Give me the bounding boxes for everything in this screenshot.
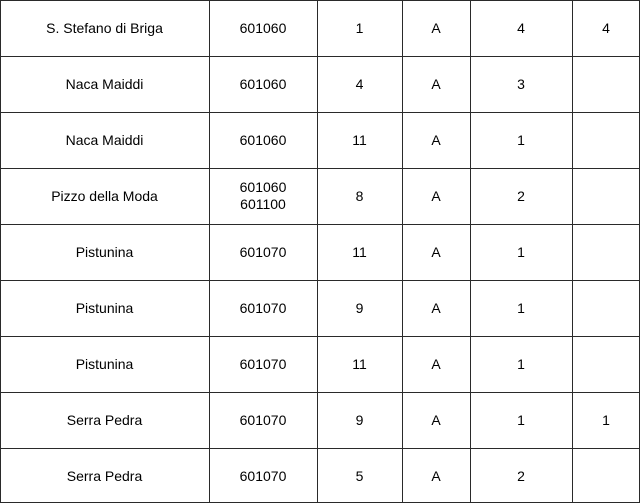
cell-class-text: A <box>431 355 441 372</box>
cell-extra <box>572 336 640 392</box>
cell-value-text: 1 <box>517 131 525 148</box>
cell-value-text: 1 <box>517 243 525 260</box>
cell-number <box>317 392 402 448</box>
table-row <box>0 112 640 168</box>
cell-place-text: Pistunina <box>75 355 134 372</box>
row-divider <box>0 56 640 57</box>
cell-value <box>470 112 572 168</box>
cell-extra-text: 1 <box>602 411 610 428</box>
cell-number <box>317 56 402 112</box>
code-value: 601070 <box>239 299 287 316</box>
cell-number <box>317 280 402 336</box>
code-value: 601070 <box>239 243 287 260</box>
cell-number-text: 4 <box>355 75 364 92</box>
cell-value <box>470 336 572 392</box>
cell-extra-text: 4 <box>602 19 610 36</box>
cell-class-text: A <box>431 299 441 316</box>
cell-code <box>209 392 317 448</box>
cell-extra <box>572 392 640 448</box>
code-value: 601070 <box>239 411 287 428</box>
cell-class-text: A <box>431 243 441 260</box>
cell-place <box>0 336 209 392</box>
row-divider <box>0 168 640 169</box>
cell-class <box>402 112 470 168</box>
cell-number <box>317 112 402 168</box>
column-divider <box>470 0 471 503</box>
cell-number-text: 11 <box>352 355 367 372</box>
table-row <box>0 336 640 392</box>
cell-place <box>0 56 209 112</box>
table-row <box>0 224 640 280</box>
cell-class-text: A <box>431 187 441 204</box>
cell-code <box>209 224 317 280</box>
cell-code <box>209 168 317 224</box>
cell-code <box>209 336 317 392</box>
row-divider <box>0 392 640 393</box>
column-divider <box>572 0 573 503</box>
cell-class <box>402 168 470 224</box>
cell-place <box>0 168 209 224</box>
cell-value-text: 3 <box>517 75 525 92</box>
row-divider <box>0 224 640 225</box>
cell-value-text: 1 <box>517 299 525 316</box>
cell-code <box>209 280 317 336</box>
row-divider <box>0 336 640 337</box>
table-row <box>0 56 640 112</box>
column-divider <box>402 0 403 503</box>
cell-class <box>402 224 470 280</box>
row-divider <box>0 280 640 281</box>
code-value: 601060 <box>239 131 287 148</box>
cell-class <box>402 0 470 56</box>
cell-value-text: 1 <box>517 355 525 372</box>
cell-code <box>209 0 317 56</box>
code-value: 601100 <box>240 196 286 212</box>
cell-number <box>317 448 402 503</box>
cell-place-text: Pistunina <box>75 243 134 260</box>
cell-number-text: 9 <box>355 299 364 316</box>
cell-class-text: A <box>431 19 441 36</box>
cell-class-text: A <box>431 467 441 484</box>
cell-place <box>0 448 209 503</box>
cell-value <box>470 0 572 56</box>
cell-value <box>470 168 572 224</box>
cell-class-text: A <box>431 75 441 92</box>
cell-number <box>317 168 402 224</box>
cell-number-text: 8 <box>355 187 364 204</box>
cell-place-text: Serra Pedra <box>66 411 143 428</box>
cell-place <box>0 112 209 168</box>
cell-class <box>402 448 470 503</box>
table-row <box>0 168 640 224</box>
cell-class <box>402 336 470 392</box>
cell-value-text: 2 <box>517 467 525 484</box>
cell-number <box>317 224 402 280</box>
cell-value <box>470 448 572 503</box>
code-value: 601060 <box>239 75 287 92</box>
cell-value-text: 2 <box>517 187 525 204</box>
cell-value <box>470 56 572 112</box>
cell-number-text: 1 <box>355 19 364 36</box>
code-value: 601060 <box>239 19 287 36</box>
table-row <box>0 448 640 503</box>
cell-extra <box>572 112 640 168</box>
cell-class-text: A <box>431 411 441 428</box>
cell-extra <box>572 448 640 503</box>
cell-place-text: Pizzo della Moda <box>51 187 158 204</box>
cell-number-text: 11 <box>352 131 367 148</box>
cell-place-text: Pistunina <box>75 299 134 316</box>
cell-value <box>470 280 572 336</box>
table-row <box>0 0 640 56</box>
cell-code <box>209 448 317 503</box>
cell-extra <box>572 280 640 336</box>
cell-code <box>209 112 317 168</box>
row-divider <box>0 0 640 1</box>
cell-value <box>470 392 572 448</box>
cell-extra <box>572 224 640 280</box>
cell-place <box>0 392 209 448</box>
column-divider <box>0 0 1 503</box>
code-value: 601070 <box>239 355 287 372</box>
column-divider <box>209 0 210 503</box>
cell-place <box>0 0 209 56</box>
cell-value-text: 1 <box>517 411 525 428</box>
row-divider <box>0 112 640 113</box>
code-value: 601070 <box>239 467 287 484</box>
cell-place <box>0 224 209 280</box>
cell-class <box>402 392 470 448</box>
column-divider <box>317 0 318 503</box>
row-divider <box>0 448 640 449</box>
cell-place-text: Naca Maiddi <box>65 131 144 148</box>
cell-number-text: 5 <box>355 467 364 484</box>
table-row <box>0 280 640 336</box>
cell-place-text: S. Stefano di Briga <box>46 19 163 36</box>
cell-value-text: 4 <box>517 19 525 36</box>
cell-place-text: Naca Maiddi <box>65 75 144 92</box>
table-row <box>0 392 640 448</box>
cell-number <box>317 336 402 392</box>
cell-number-text: 11 <box>352 243 367 260</box>
cell-number <box>317 0 402 56</box>
cell-place-text: Serra Pedra <box>66 467 143 484</box>
cell-class <box>402 280 470 336</box>
cell-extra <box>572 0 640 56</box>
code-value: 601060 <box>239 179 287 195</box>
cell-code <box>209 56 317 112</box>
cell-place <box>0 280 209 336</box>
cell-extra <box>572 168 640 224</box>
cell-class <box>402 56 470 112</box>
cell-number-text: 9 <box>355 411 364 428</box>
cell-value <box>470 224 572 280</box>
cell-extra <box>572 56 640 112</box>
cell-class-text: A <box>431 131 441 148</box>
